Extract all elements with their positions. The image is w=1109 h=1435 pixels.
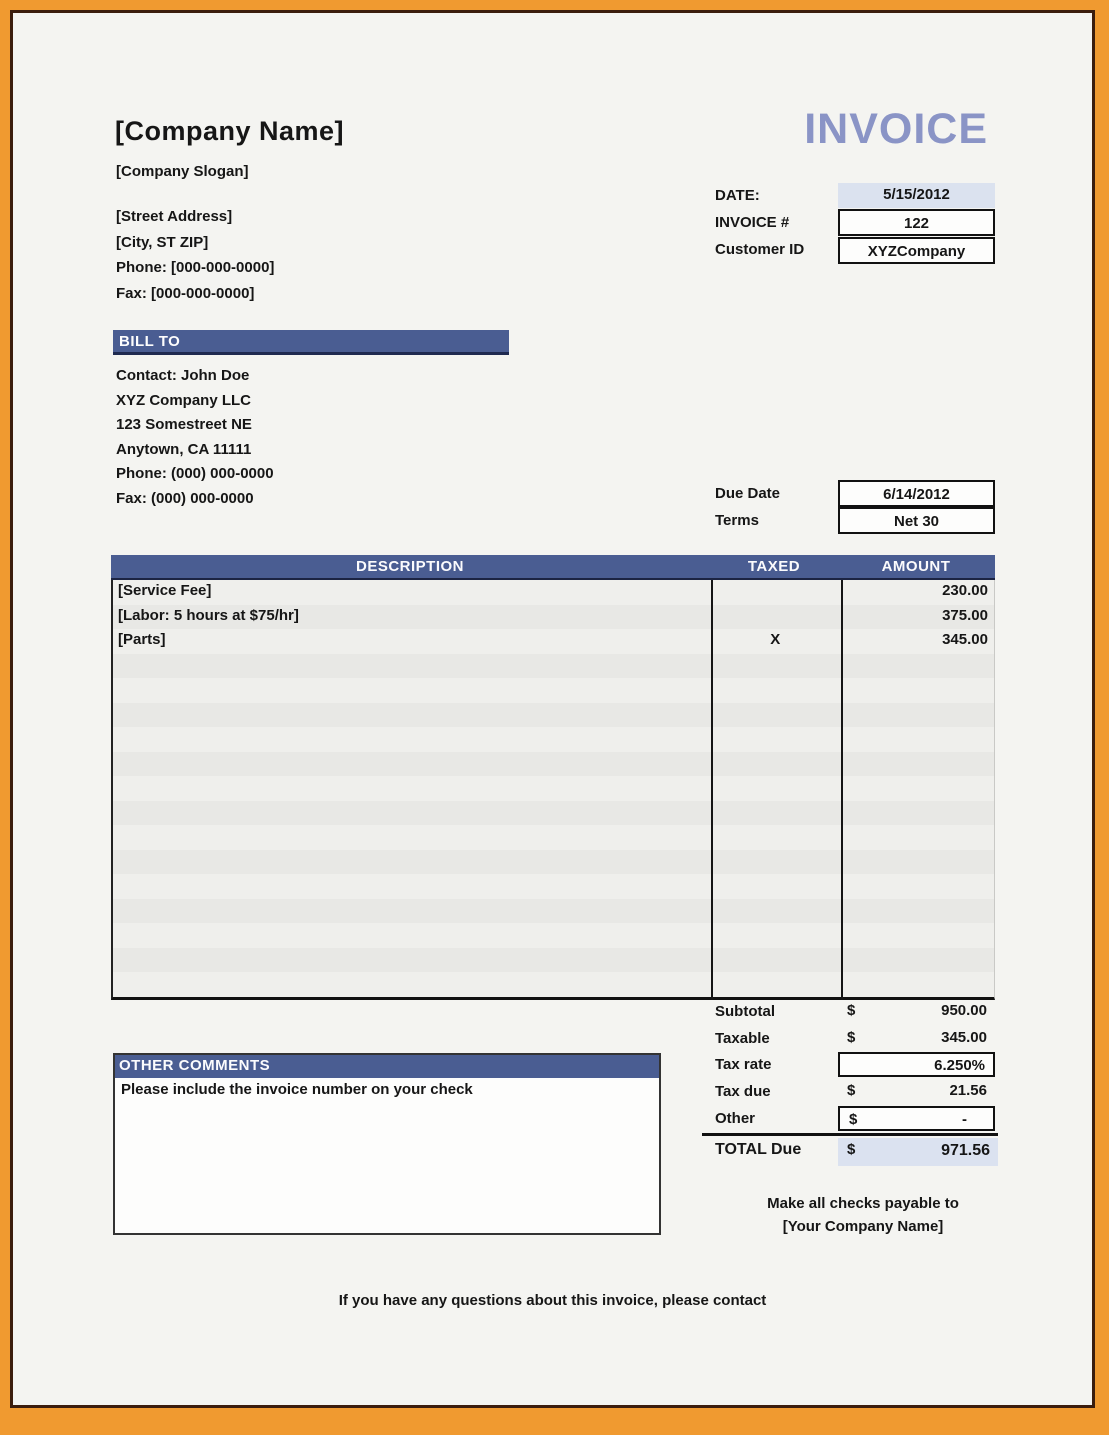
totals-value: 21.56 [949,1082,987,1100]
totals-value: 950.00 [941,1002,987,1019]
item-amount: 375.00 [942,606,988,624]
item-amount [840,850,994,875]
item-description: [Service Fee] [118,582,212,599]
item-amount: 230.00 [942,582,988,599]
item-row[interactable] [113,629,994,654]
item-row-empty[interactable] [113,948,994,973]
currency-symbol: $ [849,1110,858,1128]
item-taxed [710,850,840,875]
totals-section [702,999,998,1159]
totals-rows [702,999,998,1132]
totals-row [702,1052,998,1079]
item-description [113,801,710,826]
currency-symbol: $ [847,1002,856,1019]
item-taxed [710,899,840,924]
totals-value: 345.00 [941,1028,987,1046]
item-amount [840,727,994,752]
checks-payable-note [653,1192,1073,1238]
item-amount [840,654,994,679]
item-taxed [710,801,840,826]
item-taxed [710,703,840,728]
description-column-header: DESCRIPTION [355,558,464,575]
item-row-empty[interactable] [113,776,994,801]
items-table [111,555,995,1000]
item-taxed [710,874,840,899]
customer-id-label: Customer ID [715,241,805,258]
item-row-empty[interactable] [113,752,994,777]
total-due-currency: $ [847,1141,856,1158]
customer-id-field[interactable]: XYZCompany [838,237,995,264]
invoice-title: INVOICE [804,105,988,153]
totals-value: 6.250% [934,1057,985,1075]
bill-to-line: Anytown, CA 11111 [116,440,252,458]
item-amount [840,923,994,948]
item-taxed [710,923,840,948]
totals-input-cell[interactable] [838,1052,995,1077]
items-table-body [111,580,995,1000]
checks-payable-line2: [Your Company Name] [782,1218,944,1235]
item-description: [Parts] [118,631,166,648]
invoice-page [10,10,1095,1408]
terms-label: Terms [715,512,759,529]
item-amount: 345.00 [942,631,988,648]
item-row-empty[interactable] [113,678,994,703]
totals-label: Subtotal [715,1003,775,1020]
totals-label: Taxable [715,1029,770,1047]
totals-label: Other [715,1109,756,1127]
company-address-line: Fax: [000-000-0000] [116,285,255,303]
total-due-label: TOTAL Due [715,1141,802,1158]
company-address-line: [City, ST ZIP] [116,233,209,251]
bill-to-line: 123 Somestreet NE [116,416,252,434]
totals-value: - [962,1110,967,1128]
totals-cell [838,1026,995,1051]
totals-label: Tax due [715,1083,771,1101]
item-description [113,923,710,948]
item-description [113,948,710,973]
item-amount [840,899,994,924]
totals-row [702,1079,998,1106]
total-due-row [702,1138,998,1166]
item-row-empty[interactable] [113,972,994,997]
item-description [113,727,710,752]
item-description [113,850,710,875]
item-taxed [710,776,840,801]
item-description: [Labor: 5 hours at $75/hr] [118,606,299,624]
item-row[interactable] [113,605,994,630]
item-description [113,752,710,777]
date-value-field[interactable]: 5/15/2012 [838,183,995,208]
item-row-empty[interactable] [113,654,994,679]
bill-to-line: Contact: John Doe [116,367,250,384]
comments-header: OTHER COMMENTS [115,1055,659,1078]
item-description [113,678,710,703]
item-amount [840,801,994,826]
comments-text: Please include the invoice number on your check [121,1081,473,1098]
totals-row [702,1106,998,1133]
item-taxed [710,580,840,605]
bill-to-line: Phone: (000) 000-0000 [116,465,274,483]
item-taxed [710,605,840,630]
item-taxed [710,948,840,973]
company-slogan: [Company Slogan] [116,163,249,180]
bill-to-line: XYZ Company LLC [116,391,252,409]
item-row-empty[interactable] [113,825,994,850]
item-taxed [710,825,840,850]
item-description [113,654,710,679]
item-description [113,972,710,997]
totals-cell [838,999,995,1024]
due-date-label: Due Date [715,485,781,502]
item-taxed [710,678,840,703]
item-taxed [710,654,840,679]
date-label: DATE: [715,187,760,204]
item-amount [840,703,994,728]
terms-field[interactable]: Net 30 [838,507,995,534]
item-amount [840,874,994,899]
item-description [113,703,710,728]
totals-rule [702,1133,998,1136]
company-address-line: [Street Address] [116,208,233,225]
totals-row [702,1026,998,1053]
items-table-header [111,555,995,580]
item-amount [840,776,994,801]
item-row-empty[interactable] [113,727,994,752]
column-separator [841,580,843,1000]
item-row-empty[interactable] [113,923,994,948]
item-row-empty[interactable] [113,874,994,899]
item-amount [840,752,994,777]
item-taxed [710,752,840,777]
company-address-block [116,204,274,307]
totals-row [702,999,998,1026]
item-amount [840,948,994,973]
bill-to-header: BILL TO [113,330,509,355]
invoice-number-label: INVOICE # [715,214,790,231]
total-due-cell [838,1138,998,1166]
amount-column-header: AMOUNT [881,558,951,575]
item-row-empty[interactable] [113,801,994,826]
company-name: [Company Name] [115,116,345,146]
bill-to-block [116,364,274,512]
item-taxed [710,972,840,997]
item-amount [840,678,994,703]
checks-payable-line1: Make all checks payable to [767,1195,959,1212]
item-row[interactable] [113,580,994,605]
item-description [113,874,710,899]
totals-input-cell[interactable] [838,1106,995,1131]
item-row-empty[interactable] [113,899,994,924]
column-separator [711,580,713,1000]
total-due-value: 971.56 [941,1142,990,1159]
item-description [113,825,710,850]
currency-symbol: $ [847,1082,856,1100]
item-description [113,776,710,801]
item-taxed: X [770,631,781,648]
comments-box[interactable] [113,1053,661,1235]
invoice-number-field[interactable]: 122 [838,209,995,236]
company-address-line: Phone: [000-000-0000] [116,259,275,277]
totals-label: Tax rate [715,1056,772,1074]
due-date-field[interactable]: 6/14/2012 [838,480,995,507]
item-row-empty[interactable] [113,703,994,728]
taxed-column-header: TAXED [747,558,801,575]
item-row-empty[interactable] [113,850,994,875]
item-taxed [710,727,840,752]
item-amount [840,825,994,850]
bill-to-line: Fax: (000) 000-0000 [116,489,254,507]
currency-symbol: $ [847,1028,856,1046]
totals-cell [838,1079,995,1104]
footer-contact-note: If you have any questions about this invoice, please contact [338,1292,767,1309]
item-amount [840,972,994,997]
item-description [113,899,710,924]
